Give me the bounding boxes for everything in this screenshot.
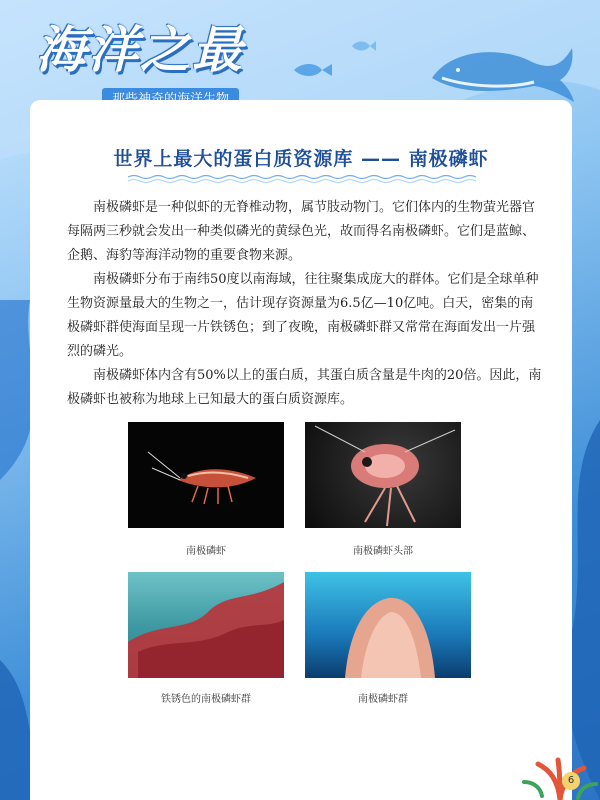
whale-icon [422,18,582,108]
photo-caption: 南极磷虾头部 [353,546,413,557]
coral-icon [520,720,600,800]
article-heading: 世界上最大的蛋白质资源库 —— 南极磷虾 [113,148,489,170]
krill-head-photo [305,422,461,528]
paragraph: 南极磷虾分布于南纬50度以南海域，往往聚集成庞大的群体。它们是全球单种生物资源量最大的生物之一，估计现存资源量为6.5亿—10亿吨。白天，密集的南极磷虾群使海面呈现一片铁锈色；到了夜晚，南极磷虾群又常常在海面发出一片强烈的磷光。 [67,272,539,359]
rust-krill-swarm-photo [128,572,284,678]
brand-title: 海洋之最 [36,21,244,79]
article-body [67,196,545,412]
krill-swarm-photo [305,572,471,678]
fish-icon [350,40,376,52]
krill-photo [128,422,284,528]
photo-caption: 南极磷虾 [186,546,226,557]
paragraph: 南极磷虾体内含有50%以上的蛋白质，其蛋白质含量是牛肉的20倍。因此，南极磷虾也被称为地球上已知最大的蛋白质资源库。 [67,368,542,407]
page-number: 6 [562,772,580,790]
photo-caption: 南极磷虾群 [358,694,408,705]
fish-icon [292,62,332,78]
photo-caption: 铁锈色的南极磷虾群 [161,694,251,705]
paragraph: 南极磷虾是一种似虾的无脊椎动物，属节肢动物门。它们体内的生物萤光器官每隔两三秒就会发出一种类似磷光的黄绿色光，故而得名南极磷虾。它们是蓝鲸、企鹅、海豹等海洋动物的重要食物来源。 [67,200,536,263]
content-card [30,100,572,800]
heading-wave-divider [128,174,476,184]
